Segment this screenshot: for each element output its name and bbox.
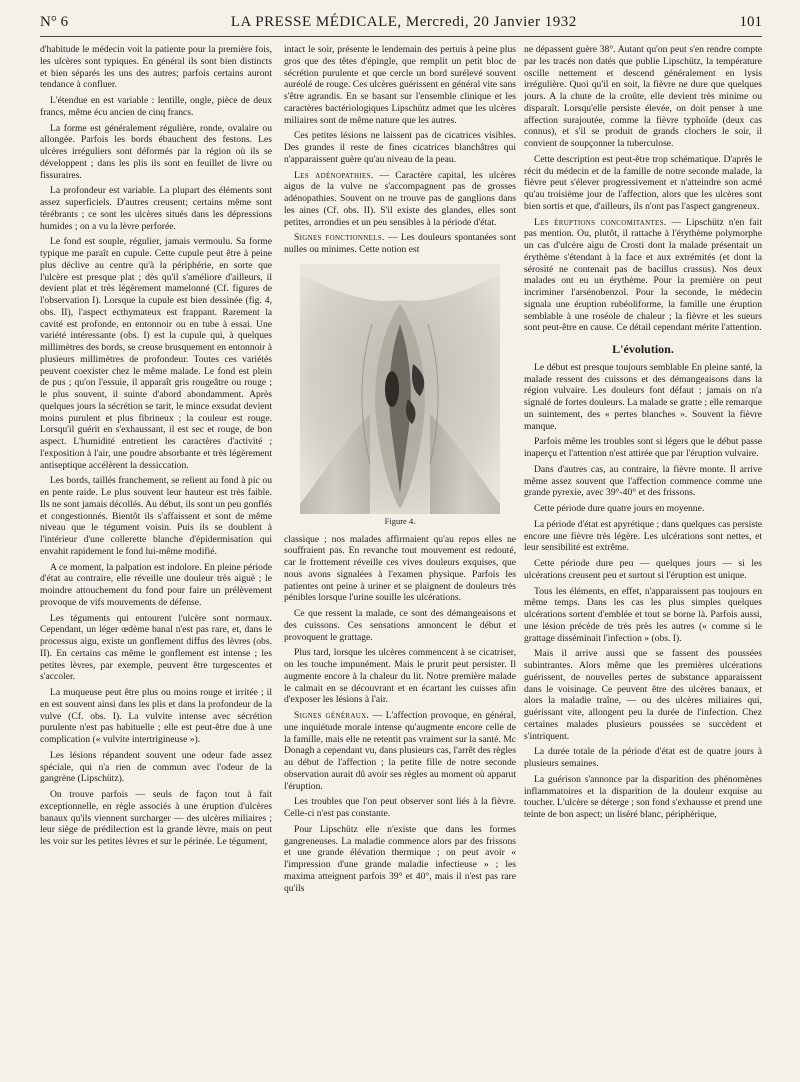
paragraph: Le fond est souple, régulier, jamais vermoulu. Sa forme typique me paraît en cupule. Cette cupule peut être à peine plus déclive au centre qu'à la périphérie, en sorte que l'ulcère est presque plat ; dès qu'il s'améliore d'ailleurs, il devient plat et très légèrement mamelonné (Cf. figures de l'observation I). Lorsque la cupule est bien dessinée (fig. 4, obs. II), l'aspect ecthymateux est frappant. Rarement la cavité est profonde, en entonnoir ou en tube à essai. Une variété intéressante (obs. I) est la cupule qui, à quelques millimètres des bords, se creuse brusquement en entonnoir à plusieurs millimètres de profondeur. Toutes ces variétés peuvent coexister chez le même malade. Le fond est plein de pus ; qu'on l'essuie, il apparaît gris rougeâtre ou rouge ; le plus souvent, il suinte d'abord abondamment. Après quelques jours la sécrétion se tarit, le mince exsudat devient moins purulent et plus fibrineux ; la couleur est rouge. Lorsqu'il guérit en s'exhaussant, il est sec et rouge, de bon aspect. L'humidité entretient les caractères d'activité ; l'exposition à l'air, une poudre absorbante et très légèrement antiseptique accélèrent la dessiccation. [40, 236, 272, 471]
paragraph: Tous les éléments, en effet, n'apparaissent pas toujours en même temps. Dans les cas les plus simples quelques ulcérations sortent d'emblée et tout se borne là. Parfois aussi, une lésion précède de très près les autres (« comme si le grattage disséminait l'infection » (obs. I). [524, 585, 762, 644]
paragraph [284, 232, 516, 256]
paragraph-text: — Lipschütz n'en fait pas mention. Ou, plutôt, il rattache à l'érythème polymorphe un cas d'ulcère aigu de Crosti dont la malade présentait un érythème s'étendant à la face et aux extrémités (et dont la sérosité ne contenait pas de bacillus crassus). Nos deux malades ont eu un érythème. Pour la première on peut incriminer l'arsénobenzol. Pour la seconde, le médecin signala une éruption rubéoliforme, la famille une éruption semblable à une roséole de chaleur ; la fièvre et les sueurs sont peut-être en cause. Ce détail cependant mérite l'attention. [524, 216, 762, 334]
page-number: 101 [739, 14, 762, 30]
figure-caption: Figure 4. [384, 515, 416, 526]
journal-title-date: LA PRESSE MÉDICALE, Mercredi, 20 Janvier 1932 [230, 14, 577, 30]
paragraph: Dans d'autres cas, au contraire, la fièvre monte. Il arrive même assez souvent que l'affection commence comme une grande pyrexie, avec 39°-40° et des frissons. [524, 463, 762, 499]
paragraph: Le début est presque toujours semblable En pleine santé, la malade ressent des cuissons et des démangeaisons dans la région vulvaire. Les douleurs font défaut ; jamais on n'a signalé de fortes douleurs. La malade se gratte ; elle remarque un suintement, des « pertes blanches ». Souvent la fièvre manque. [524, 361, 762, 432]
paragraph: intact le soir, présente le lendemain des pertuis à peine plus gros que des têtes d'épingle, que remplit un petit bloc de sécrétion purulente et que cercle un bord surélevé souvent auréolé de rouge. Ces ulcères guérissent en général vite sans s'être agrandis. En se basant sur l'ensemble clinique et les caractères bactériologiques Lipschütz admet que les ulcères miliaires sont de même nature que les autres. [284, 44, 516, 126]
paragraph: La période d'état est apyrétique ; dans quelques cas persiste encore une fièvre très légère. Les ulcérations sont nettes, et leur sensibilité est extrême. [524, 518, 762, 554]
paragraph [284, 710, 516, 792]
paragraph: Les bords, taillés franchement, se relient au fond à pic ou en pente raide. Le plus souvent leur hauteur est très faible. Ils ne sont jamais décollés. Au début, ils sont un peu gonflés et congestionnés. Bientôt ils s'affaissent et sont de même niveau que le tégument voisin. Puis ils se doublent à l'intérieur d'une collerette blanche d'épidermisation qui envahit rapidement le fond lui-même modifié. [40, 475, 272, 557]
paragraph: Plus tard, lorsque les ulcères commencent à se cicatriser, on les touche impunément. Mais le prurit peut persister. Il augmente encore à la chaleur du lit. Notre première malade le calmait en se découvrant et en écartant les cuisses afin d'exposer les lésions à l'air. [284, 647, 516, 706]
paragraph: La profondeur est variable. La plupart des éléments sont assez superficiels. D'autres creusent; certains même sont térébrants ; ce sont les ulcères situés dans les dépressions humides ; on a vu la lèvre perforée. [40, 185, 272, 232]
paragraph: Cette période dure peu — quelques jours — si les ulcérations creusent peu et surtout si l'éruption est unique. [524, 558, 762, 581]
paragraph: Cette période dure quatre jours en moyenne. [534, 503, 705, 514]
paragraph: La durée totale de la période d'état est de quatre jours à plusieurs semaines. [524, 746, 762, 769]
paragraph: On trouve parfois — seuls de façon tout à fait exceptionnelle, en règle associés à une éruption d'ulcères banaux qu'ils viennent surcharger — des ulcères miliaires ; leur siège de prédilection est la grande lèvre, mais on peut les voir sur les petites lèvres et sur le périnée. Le tégument, [40, 789, 272, 847]
paragraph: Parfois même les troubles sont si légers que le début passe inaperçu et l'attention n'est attirée que par l'éruption vulvaire. [524, 436, 762, 459]
section-title: L'évolution. [612, 342, 674, 356]
paragraph: Les troubles que l'on peut observer sont liés à la fièvre. Celle-ci n'est pas constante. [284, 796, 516, 819]
run-in-heading: Les éruptions concomitantes. [534, 216, 667, 228]
column-3 [524, 44, 762, 1074]
paragraph: A ce moment, la palpation est indolore. En pleine période d'état au contraire, elle réveille une douleur très aiguë ; le moindre attouchement du fond pour faire un prélèvement provoque de vifs mouvements de défense. [40, 561, 272, 608]
column-2 [284, 44, 516, 1074]
paragraph: classique ; nos malades affirmaient qu'au repos elles ne souffraient pas. En revanche tout mouvement est redouté, car le frottement réveille ces vives douleurs exquises, que nous avons signalées à l'examen physique. Parfois les patientes ont peine à uriner et se plaignent de douleurs très pénibles lorsque l'urine souille les ulcérations. [284, 533, 516, 604]
paragraph: Pour Lipschütz elle n'existe que dans les formes gangreneuses. La maladie commence alors par des frissons et une grande élévation thermique ; on peut avoir « l'impression d'une grande maladie infectieuse » ; les maxima atteignent parfois 39° et 40°, mais il n'est pas rare qu'ils [284, 823, 516, 894]
figure-4-image [300, 264, 500, 514]
run-in-heading: Les adénopathies. [294, 169, 374, 181]
paragraph: ne dépassent guère 38°. Autant qu'on peut s'en rendre compte par les tracés non datés que publie Lipschütz, la température oscille nettement et descend généralement en lysis irrégulière. Quoi qu'il en soit, la fièvre ne dure que quelques jours. A la chute de la croûte, elle devient très minime ou disparaît. Lorsqu'elle persiste élevée, on doit penser à une affection surajoutée, comme la fièvre typhoïde (deux cas connus), et s'il se produit de grands clochers le soir, il convient de soupçonner la tuberculose. [524, 44, 762, 149]
paragraph [284, 170, 516, 229]
paragraph: Cette description est peut-être trop schématique. D'après le récit du médecin et de la famille de notre seconde malade, la fièvre peut s'élever progressivement et n'atteindre son acmé qu'au troisième jour de l'affection, alors que les ulcères sont bien sortis et que, d'ailleurs, ils n'ont pas l'aspect gangreneux. [524, 153, 762, 212]
column-1 [40, 44, 272, 1074]
paragraph: L'étendue en est variable : lentille, ongle, pièce de deux francs, même écu ancien de cinq francs. [40, 95, 272, 118]
paragraph: Les téguments qui entourent l'ulcère sont normaux. Cependant, un léger œdème banal n'est pas rare, et, dans le processus aigu, existe un gonflement diffus des lèvres (obs. II). En certains cas même le gonflement est intense ; les petites lèvres, par exemple, peuvent être turgescentes et s'accoler. [40, 612, 272, 683]
paragraph-text: — Les douleurs spontanées sont nulles ou minimes. Cette notion est [284, 232, 516, 255]
paragraph-text: — L'affection provoque, en général, une inquiétude morale intense qu'augmente encore celle de la famille, mais elle ne retentit pas vraiment sur la santé. Mc Donagh a cependant vu, dans plusieurs cas, l'arrêt des règles au début de l'affection ; la petite fille de notre seconde observation aurait dû avoir ses règles au moment où apparut l'éruption. [284, 710, 516, 792]
paragraph: La forme est généralement régulière, ronde, ovalaire ou allongée. Parfois les bords ébauchent des festons. Les ulcères irréguliers sont déformés par la région où ils se développent ; dans les plis ils sont en feuillet de livre ou fissuraires. [40, 122, 272, 181]
paragraph: d'habitude le médecin voit la patiente pour la première fois, les ulcères sont typiques. En général ils sont bien distincts et bien séparés les uns des autres; parfois certains auront tendance à confluer. [40, 44, 272, 91]
paragraph: Ces petites lésions ne laissent pas de cicatrices visibles. Des grandes il reste de fines cicatrices blanchâtres qui n'apparaissent guère qu'au niveau de la peau. [284, 130, 516, 165]
paragraph [524, 217, 762, 335]
paragraph: Mais il arrive aussi que se fassent des poussées subintrantes. Alors même que les premières ulcérations guérissent, de nouvelles pertes de substance apparaissent dans le voisinage. Ce peuvent être des ulcères banaux, et alors la maladie traîne, — ou des ulcères miliaires qui, guérissant vite, allongent peu la durée de l'infection. Chez certaines malades plusieurs poussées se succèdent et s'intriquent. [524, 648, 762, 742]
run-in-heading: Signes généraux. [294, 710, 370, 721]
figure-4 [284, 264, 516, 528]
masthead [40, 14, 762, 34]
run-in-heading: Signes fonctionnels. [294, 232, 385, 244]
header-rule [40, 36, 762, 37]
paragraph: Les lésions répandent souvent une odeur fade assez spéciale, qui n'a rien de commun avec l'odeur de la gangrène (Lipschütz). [40, 749, 272, 785]
paragraph: Ce que ressent la malade, ce sont des démangeaisons et des cuissons. Ces sensations annoncent le début et provoquent le grattage. [284, 608, 516, 643]
paragraph-text: — Caractère capital, les ulcères aigus de la vulve ne s'accompagnent pas de grosses adénopathies. Souvent on ne trouve pas de ganglions dans les aines (Cf. obs. II). S'il existe des glandes, elles sont petites, arrondies et un peu sensibles à la période d'état. [284, 169, 516, 228]
issue-number: N° 6 [40, 14, 69, 30]
paragraph: La guérison s'annonce par la disparition des phénomènes inflammatoires et la disparition de la douleur exquise au toucher. L'ulcère se déterge ; son fond s'exhausse et prend une teinte de bon aspect; un liséré blanc, périphérique, [524, 773, 762, 820]
paragraph: La muqueuse peut être plus ou moins rouge et irritée ; il en est souvent ainsi dans les plis et dans la profondeur de la vulve (Cf. obs. I). La vulvite intense avec sécrétion purulente n'est pas habituelle ; elle est peut-être due à une complication (« vulvite intertrigineuse »). [40, 687, 272, 745]
